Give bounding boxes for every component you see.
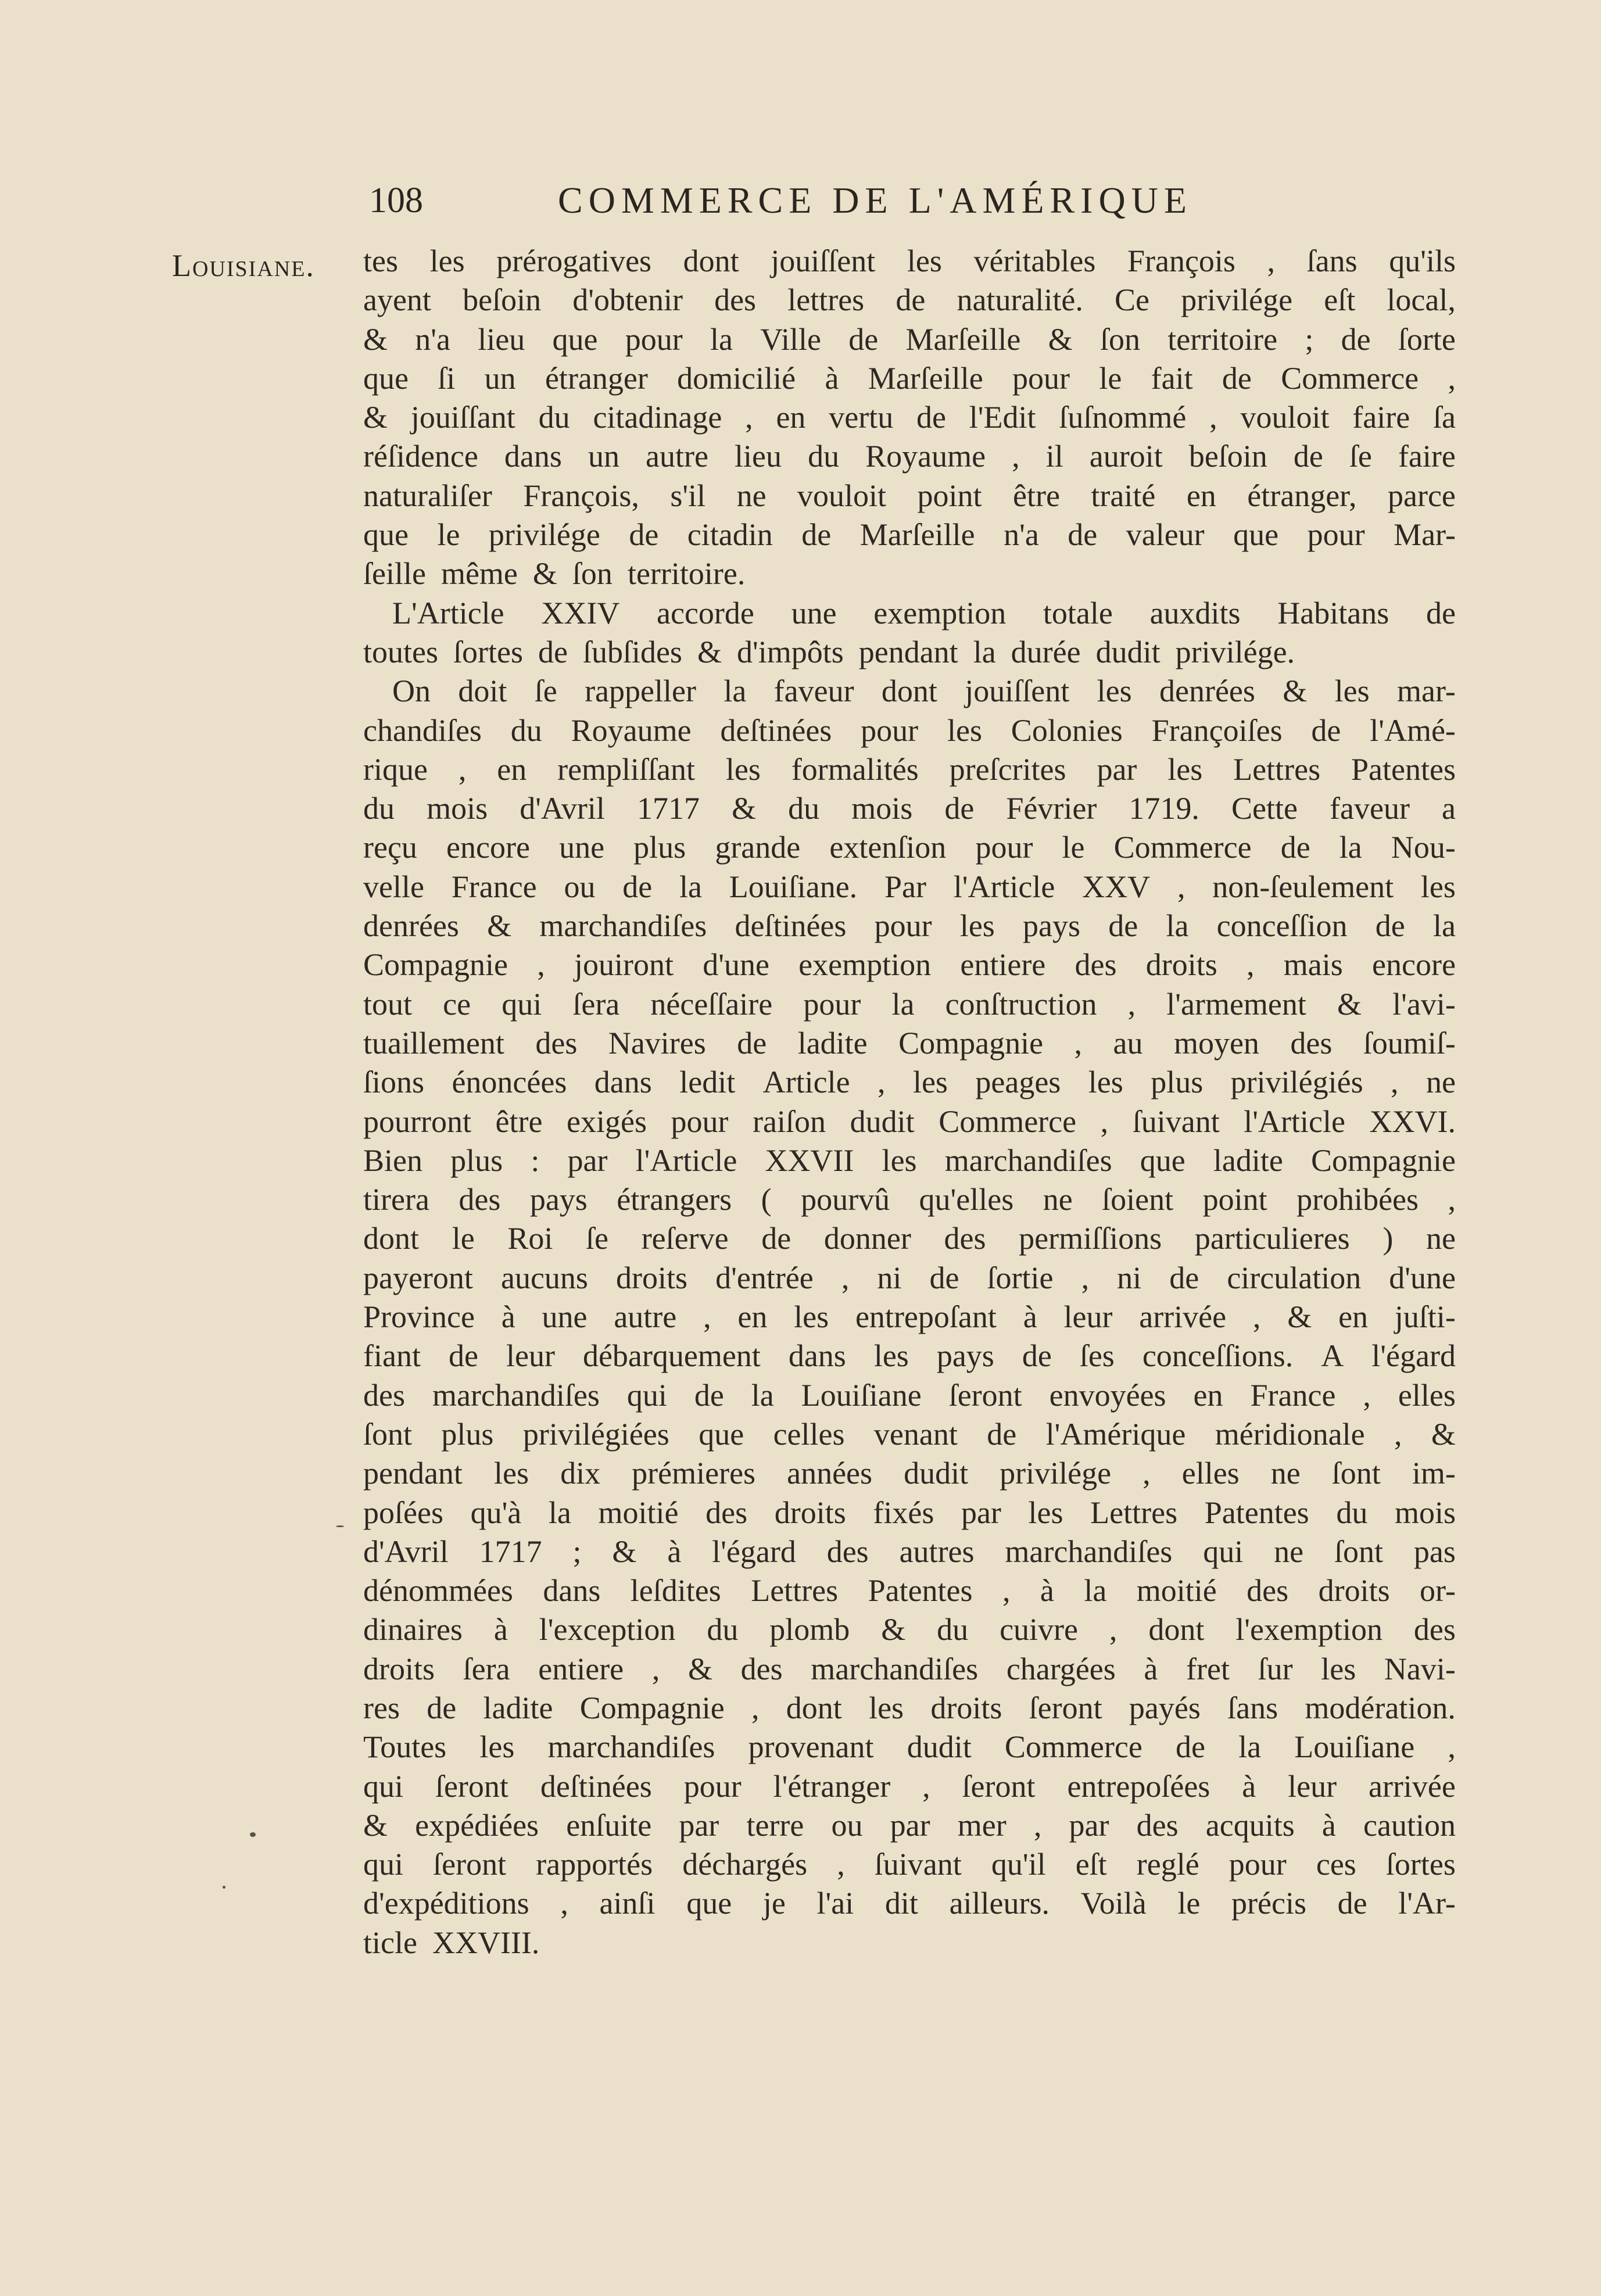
text-line: Bien plus : par l'Article XXVII les marchandiſes que ladite Compagnie bbox=[363, 1142, 1456, 1178]
text-line: & n'a lieu que pour la Ville de Marſeille & ſon territoire ; de ſorte bbox=[363, 321, 1456, 357]
text-line: pendant les dix prémieres années dudit privilége , elles ne ſont im- bbox=[363, 1456, 1456, 1491]
margin-note: Louisiane. bbox=[172, 248, 315, 283]
text-line: du mois d'Avril 1717 & du mois de Février 1719. Cette faveur a bbox=[363, 791, 1456, 826]
text-line: d'expéditions , ainſi que je l'ai dit ailleurs. Voilà le précis de l'Ar- bbox=[363, 1886, 1456, 1921]
text-line: & jouiſſant du citadinage , en vertu de l'Edit ſuſnommé , vouloit faire ſa bbox=[363, 400, 1456, 435]
paper-speck bbox=[336, 1525, 344, 1527]
text-line: tes les prérogatives dont jouiſſent les véritables François , ſans qu'ils bbox=[363, 243, 1456, 278]
text-line: ſont plus privilégiées que celles venant de l'Amérique méridionale , & bbox=[363, 1416, 1456, 1452]
text-line: res de ladite Compagnie , dont les droits ſeront payés ſans modération. bbox=[363, 1690, 1456, 1725]
text-line: denrées & marchandiſes deſtinées pour les pays de la conceſſion de la bbox=[363, 908, 1456, 944]
text-line: dénommées dans leſdites Lettres Patentes , à la moitié des droits or- bbox=[363, 1573, 1456, 1609]
text-line: ſions énoncées dans ledit Article , les peages les plus privilégiés , ne bbox=[363, 1065, 1456, 1100]
text-line: d'Avril 1717 ; & à l'égard des autres marchandiſes qui ne ſont pas bbox=[363, 1534, 1456, 1569]
text-line: dont le Roi ſe reſerve de donner des permiſſions particulieres ) ne bbox=[363, 1221, 1456, 1256]
text-line: tout ce qui ſera néceſſaire pour la conſtruction , l'armement & l'avi- bbox=[363, 986, 1456, 1022]
page-number: 108 bbox=[369, 181, 423, 220]
text-line: tuaillement des Navires de ladite Compagnie , au moyen des ſoumiſ- bbox=[363, 1025, 1456, 1061]
running-head bbox=[369, 174, 1328, 227]
text-line: chandiſes du Royaume deſtinées pour les Colonies Françoiſes de l'Amé- bbox=[363, 712, 1456, 748]
text-line: dinaires à l'exception du plomb & du cuivre , dont l'exemption des bbox=[363, 1612, 1456, 1647]
text-line: qui ſeront rapportés déchargés , ſuivant qu'il eſt reglé pour ces ſortes bbox=[363, 1847, 1456, 1882]
text-line: On doit ſe rappeller la faveur dont jouiſſent les denrées & les mar- bbox=[392, 674, 1456, 709]
text-line: velle France ou de la Louiſiane. Par l'Article XXV , non-ſeulement les bbox=[363, 869, 1456, 904]
text-line: tirera des pays étrangers ( pourvû qu'elles ne ſoient point prohibées , bbox=[363, 1182, 1456, 1217]
text-line: réſidence dans un autre lieu du Royaume , il auroit beſoin de ſe faire bbox=[363, 439, 1456, 474]
text-line: que le privilége de citadin de Marſeille n'a de valeur que pour Mar- bbox=[363, 517, 1456, 553]
text-line: reçu encore une plus grande extenſion pour le Commerce de la Nou- bbox=[363, 830, 1456, 865]
text-line: & expédiées enſuite par terre ou par mer , par des acquits à caution bbox=[363, 1807, 1456, 1843]
text-line: fiant de leur débarquement dans les pays de ſes conceſſions. A l'égard bbox=[363, 1338, 1456, 1374]
text-line: des marchandiſes qui de la Louiſiane ſeront envoyées en France , elles bbox=[363, 1377, 1456, 1413]
text-line: qui ſeront deſtinées pour l'étranger , ſeront entrepoſées à leur arrivée bbox=[363, 1768, 1456, 1804]
body-text bbox=[363, 242, 1456, 1962]
text-line: naturaliſer François, s'il ne vouloit point être traité en étranger, parce bbox=[363, 478, 1456, 513]
text-line: ayent beſoin d'obtenir des lettres de naturalité. Ce privilége eſt local, bbox=[363, 282, 1456, 318]
text-line: ticle XXVIII. bbox=[363, 1925, 540, 1960]
text-line: Toutes les marchandiſes provenant dudit Commerce de la Louiſiane , bbox=[363, 1729, 1456, 1765]
text-line: payeront aucuns droits d'entrée , ni de ſortie , ni de circulation d'une bbox=[363, 1260, 1456, 1295]
paper-speck bbox=[250, 1832, 256, 1837]
text-line: Province à une autre , en les entrepoſant à leur arrivée , & en juſti- bbox=[363, 1299, 1456, 1335]
text-line: que ſi un étranger domicilié à Marſeille pour le fait de Commerce , bbox=[363, 360, 1456, 396]
paper-speck bbox=[223, 1886, 225, 1889]
text-line: L'Article XXIV accorde une exemption totale auxdits Habitans de bbox=[392, 595, 1456, 631]
running-title: COMMERCE DE L'AMÉRIQUE bbox=[558, 180, 1192, 221]
text-line: poſées qu'à la moitié des droits fixés par les Lettres Patentes du mois bbox=[363, 1495, 1456, 1530]
text-line: Compagnie , jouiront d'une exemption entiere des droits , mais encore bbox=[363, 947, 1456, 983]
text-line: toutes ſortes de ſubſides & d'impôts pendant la durée dudit privilége. bbox=[363, 634, 1295, 669]
text-line: pourront être exigés pour raiſon dudit Commerce , ſuivant l'Article XXVI. bbox=[363, 1104, 1456, 1139]
text-line: droits ſera entiere , & des marchandiſes chargées à fret ſur les Navi- bbox=[363, 1651, 1456, 1686]
text-line: ſeille même & ſon territoire. bbox=[363, 556, 746, 592]
text-line: rique , en rempliſſant les formalités preſcrites par les Lettres Patentes bbox=[363, 751, 1456, 787]
